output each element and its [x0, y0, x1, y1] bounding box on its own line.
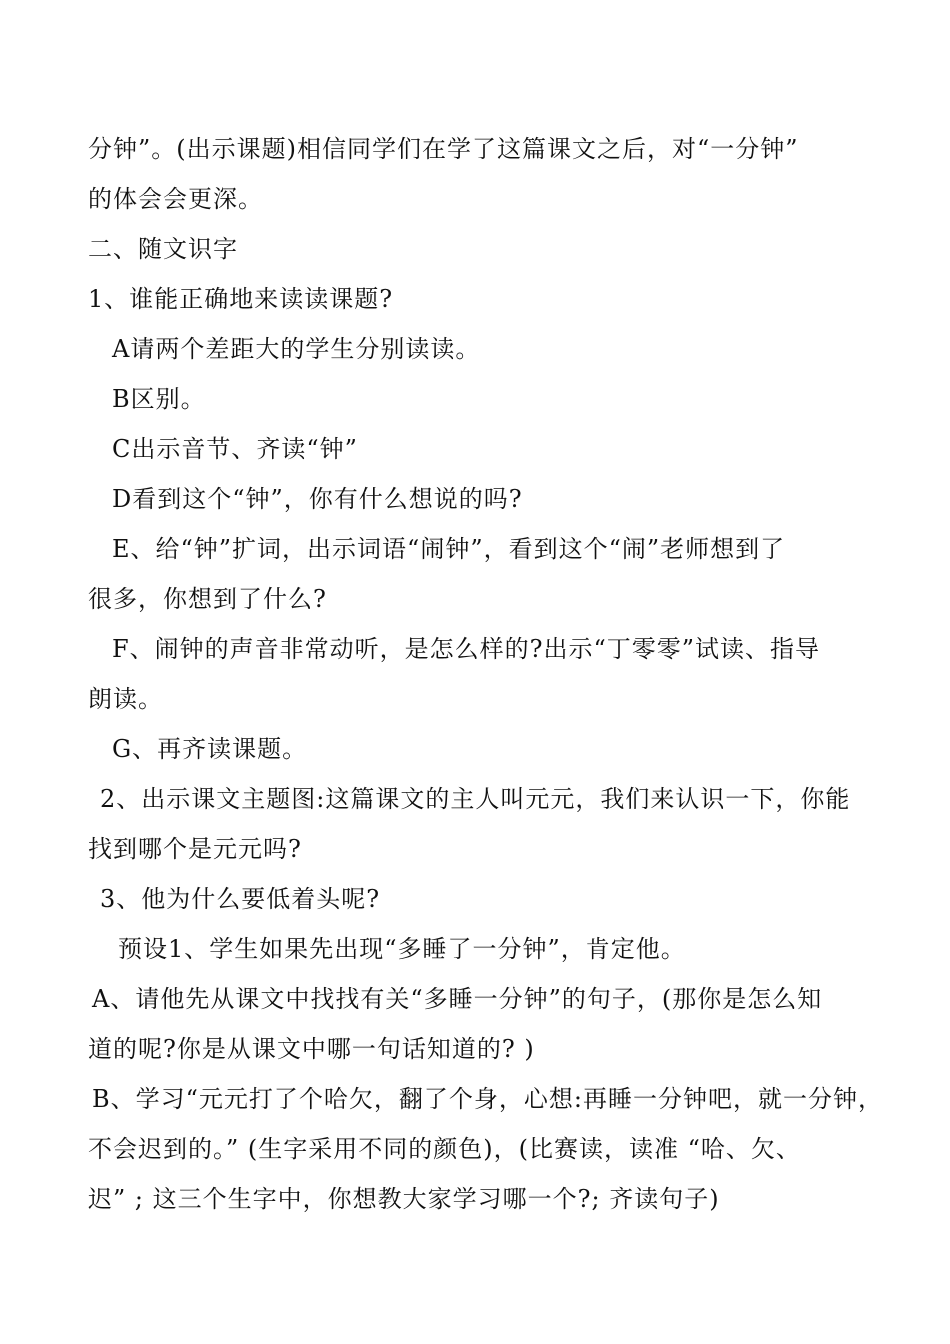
text-line-5: A请两个差距大的学生分别读读。 — [112, 335, 481, 363]
text-line-14: 2、出示课文主题图:这篇课文的主人叫元元，我们来认识一下，你能 — [100, 785, 851, 813]
text-line-6: B区别。 — [112, 385, 206, 413]
text-line-16: 3、他为什么要低着头呢? — [100, 885, 381, 913]
text-line-13: G、再齐读课题。 — [112, 735, 308, 763]
text-line-9: E、给“钟”扩词，出示词语“闹钟”，看到这个“闹”老师想到了 — [112, 535, 786, 563]
section-heading: 二、随文识字 — [88, 235, 238, 263]
text-line-8: D看到这个“钟”，你有什么想说的吗? — [112, 485, 523, 513]
text-line-7: C出示音节、齐读“钟” — [112, 435, 358, 463]
text-line-10: 很多，你想到了什么? — [88, 585, 327, 613]
text-line-22: 迟” ; 这三个生字中，你想教大家学习哪一个?; 齐读句子) — [88, 1185, 720, 1213]
text-line-21: 不会迟到的。” (生字采用不同的颜色)，(比赛读，读准 “哈、欠、 — [88, 1135, 801, 1163]
text-line-2: 的体会会更深。 — [88, 185, 263, 213]
text-line-12: 朗读。 — [88, 685, 163, 713]
text-line-17: 预设1、学生如果先出现“多睡了一分钟”，肯定他。 — [118, 935, 686, 963]
text-line-11: F、闹钟的声音非常动听，是怎么样的?出示“丁零零”试读、指导 — [112, 635, 821, 663]
text-line-4: 1、谁能正确地来读读课题? — [88, 285, 394, 313]
text-line-1: 分钟”。(出示课题)相信同学们在学了这篇课文之后，对“一分钟” — [88, 135, 799, 163]
text-line-18: A、请他先从课文中找找有关“多睡一分钟”的句子，(那你是怎么知 — [92, 985, 823, 1013]
text-line-15: 找到哪个是元元吗? — [88, 835, 302, 863]
text-line-19: 道的呢?你是从课文中哪一句话知道的? ) — [88, 1035, 535, 1063]
text-line-20: B、学习“元元打了个哈欠，翻了个身，心想:再睡一分钟吧，就一分钟， — [92, 1085, 883, 1113]
